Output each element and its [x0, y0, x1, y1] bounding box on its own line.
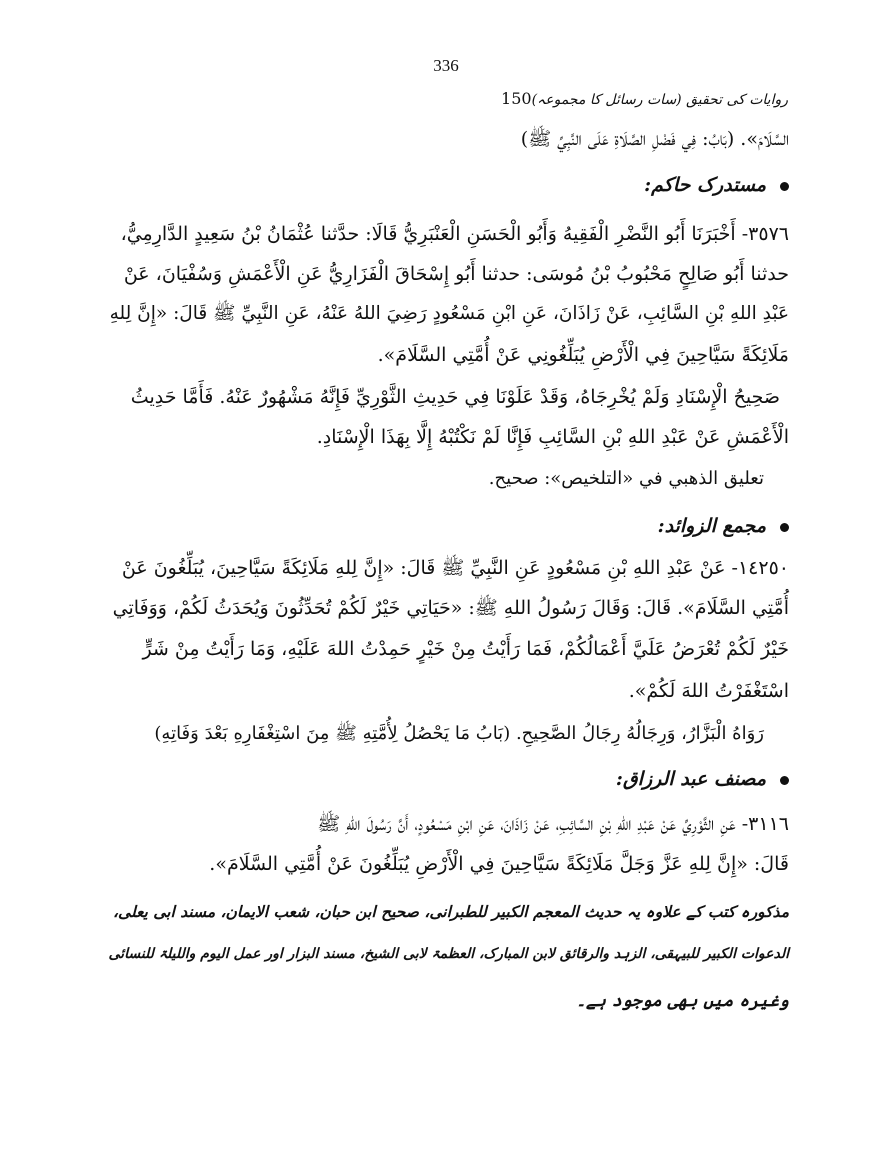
- book-title-text: روایات کی تحقیق (سات رسائل کا مجموعہ): [531, 92, 788, 108]
- hadith-line: خَيْرٌ لَكُمْ تُعْرَضُ عَلَيَّ أَعْمَالُكُمْ، فَمَا رَأَيْتُ مِنْ خَيْرٍ حَمِدْتُ اللهَ عَلَيْهِ، وَمَا رَأَيْتُ مِنْ شَرٍّ: [142, 638, 789, 660]
- hadith-line: عَبْدِ اللهِ بْنِ السَّائِبِ، عَنْ زَاذَانَ، عَنِ ابْنِ مَسْعُودٍ رَضِيَ اللهُ عَنْهُ، عَنِ النَّبِيِّ ﷺ قَالَ: «إِنَّ لِلهِ: [109, 303, 789, 324]
- hadith-line: قَالَ: «إِنَّ لِلهِ عَزَّ وَجَلَّ مَلَائِكَةً سَيَّاحِينَ فِي الْأَرْضِ يُبَلِّغُونَ عَنْ أُمَّتِي السَّلَامَ».: [209, 853, 789, 875]
- bullet-icon: [780, 776, 789, 785]
- hadith-line: ١٤٢٥٠- عَنْ عَبْدِ اللهِ بْنِ مَسْعُودٍ عَنِ النَّبِيِّ ﷺ قَالَ: «إِنَّ لِلهِ مَلَائِكَةً سَيَّاحِينَ، يُبَلِّغُونَ عَنْ: [121, 557, 789, 579]
- bullet-icon: [780, 523, 789, 532]
- bullet-icon: [780, 182, 789, 191]
- book-title-number: 150: [501, 89, 532, 108]
- hadith-line: أُمَّتِي السَّلَامَ». قَالَ: وَقَالَ رَسُولُ اللهِ ﷺ: «حَيَاتِي خَيْرٌ لَكُمْ تُحَدِّثُونَ وَيُحَدَثُ لَكُمْ، وَوَفَاتِي: [112, 597, 789, 619]
- intro-line: السَّلَامَ». (بَابُ: فِي فَضْلِ الصَّلَاةِ عَلَى النَّبِيِّ ﷺ): [520, 128, 789, 150]
- hadith-line: اسْتَغْفَرْتُ اللهَ لَكُمْ».: [628, 680, 789, 702]
- urdu-note-line: وغیرہ میں بھی موجود ہے۔: [576, 991, 789, 1011]
- section-heading-majma: [658, 515, 789, 537]
- urdu-note-line: مذکورہ کتب کے علاوہ یہ حدیث المعجم الکبیر للطبرانی، صحیح ابن حبان، شعب الایمان، مسند ابی یعلی،: [113, 902, 789, 921]
- heading-text: مصنف عبد الرزاق:: [615, 768, 766, 790]
- page-number: 336: [433, 56, 459, 75]
- section-heading-mustadrak: [644, 174, 789, 196]
- hadith-line: ٣١١٦- عَنِ الثَّوْرِيِّ عَنْ عَبْدِ اللهِ بْنِ السَّائِبِ، عَنْ زَاذَانَ، عَنِ ابْنِ مَسْعُودٍ، أَنَّ رَسُولَ اللهِ ﷺ: [317, 813, 789, 835]
- narration-note: رَوَاهُ الْبَزَّارُ، وَرِجَالُهُ رِجَالُ الصَّحِيحِ. (بَابُ مَا يَحْصُلُ لِأُمَّتِهِ ﷺ مِنَ اسْتِغْفَارِهِ بَعْدَ وَفَاتِهِ): [154, 723, 764, 744]
- dhahabi-comment: تعليق الذهبي في «التلخيص»: صحيح.: [488, 468, 764, 489]
- urdu-note-line: الدعوات الکبیر للبیہقی، الزہد والرقائق لابن المبارک، العظمۃ لابی الشیخ، مسند البزار اور عمل الیوم واللیلۃ للنسائی: [108, 946, 789, 962]
- heading-text: مجمع الزوائد:: [657, 515, 766, 537]
- hadith-line: ٣٥٧٦- أَخْبَرَنَا أَبُو النَّضْرِ الْفَقِيهُ وَأَبُو الْحَسَنِ الْعَنْبَرِيُّ قَالَا: حدَّثنا عُثْمَانُ بْنُ سَعِيدٍ الدَّارِمِيُّ،: [120, 223, 789, 245]
- heading-text: مستدرک حاکم:: [644, 174, 766, 196]
- section-heading-musannaf: [616, 768, 789, 790]
- grading-line: الْأَعْمَشِ عَنْ عَبْدِ اللهِ بْنِ السَّائِبِ فَإِنَّا لَمْ نَكْتُبْهُ إِلَّا بِهَذَا الْإِسْنَادِ.: [316, 426, 789, 448]
- grading-line: صَحِيحُ الْإِسْنَادِ وَلَمْ يُخْرِجَاهُ، وَقَدْ عَلَوْنَا فِي حَدِيثِ الثَّوْرِيِّ فَإِنَّهُ مَشْهُورٌ عَنْهُ. فَأَمَّا حَدِيثُ: [130, 386, 780, 408]
- hadith-line: مَلَائِكَةً سَيَّاحِينَ فِي الْأَرْضِ يُبَلِّغُونِي عَنْ أُمَّتِي السَّلَامَ».: [377, 344, 789, 366]
- book-title: [420, 89, 788, 108]
- hadith-line: حدثنا أَبُو صَالِحٍ مَحْبُوبُ بْنُ مُوسَى: حدثنا أَبُو إِسْحَاقَ الْفَزَارِيُّ عَنِ الْأَعْمَشِ وَسُفْيَانَ، عَنْ: [123, 263, 789, 285]
